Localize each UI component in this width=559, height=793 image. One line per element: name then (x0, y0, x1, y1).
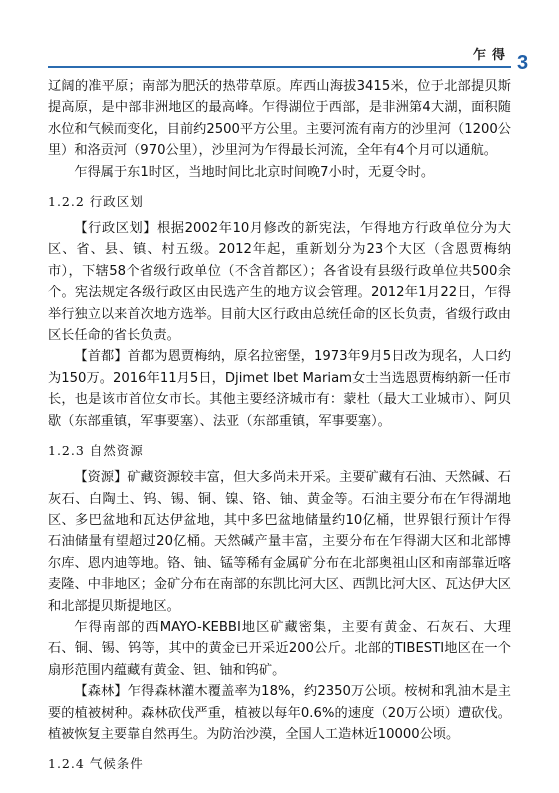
page-number: 3 (517, 52, 529, 74)
running-header-title: 乍得 (472, 48, 511, 63)
paragraph-geography: 辽阔的准平原；南部为肥沃的热带草原。库西山海拔3415米，位于北部提贝斯提高原，是中部非洲地区的最高峰。乍得湖位于西部，是非洲第4大湖，面积随水位和气候而变化，目前约2500平方公里。主要河流有南方的沙里河（1200公里）和洛贡河（970公里），沙里河为乍得最长河流，全年有4个月可以通航。 (48, 79, 511, 159)
header-rule (48, 66, 511, 68)
page-body (48, 76, 511, 780)
section-heading-natural-resources: 1.2.3 自然资源 (48, 443, 144, 459)
paragraph-capital: 【首都】首都为恩贾梅纳，原名拉密堡，1973年9月5日改为现名，人口约为150万。2016年11月5日，Djimet Ibet Mariam女士当选恩贾梅纳新一任市长，也是该市首位女市长。其他主要经济城市有：蒙杜（最大工业城市）、阿贝歇（东部重镇，军事要塞）、法亚（东部重镇，军事要塞）。 (48, 349, 511, 429)
paragraph-administrative-divisions: 【行政区划】根据2002年10月修改的新宪法，乍得地方行政单位分为大区、省、县、镇、村五级。2012年起，重新划分为23个大区（含恩贾梅纳市），下辖58个省级行政单位（不含首都区）；各省设有县级行政单位共500余个。宪法规定各级行政区由民选产生的地方议会管理。2012年1月22日，乍得举行独立以来首次地方选举。目前大区行政由总统任命的区长负责，省级行政由区长任命的省长负责。 (48, 221, 511, 344)
section-heading-administrative-divisions: 1.2.2 行政区划 (48, 194, 144, 210)
paragraph-timezone: 乍得属于东1时区，当地时间比北京时间晚7小时，无夏令时。 (74, 164, 435, 180)
paragraph-resources: 【资源】矿藏资源较丰富，但大多尚未开采。主要矿藏有石油、天然碱、石灰石、白陶土、钨、锡、铜、镍、铬、铀、黄金等。石油主要分布在乍得湖地区、多巴盆地和瓦达伊盆地，其中多巴盆地储量约10亿桶，世界银行预计乍得石油储量有望超过20亿桶。天然碱产量丰富，主要分布在乍得湖大区和北部博尔库、恩内迪等地。铬、铀、锰等稀有金属矿分布在北部奥祖山区和南部靠近喀麦隆、中非地区；金矿分布在南部的东凯比河大区、西凯比河大区、瓦达伊大区和北部提贝斯提地区。 (48, 470, 511, 614)
running-header (48, 42, 511, 68)
section-heading-climate: 1.2.4 气候条件 (48, 756, 144, 772)
paragraph-forests: 【森林】乍得森林灌木覆盖率为18%，约2350万公顷。桉树和乳油木是主要的植被树种。森林砍伐严重，植被以每年0.6%的速度（20万公顷）遭砍伐。植被恢复主要靠自然再生。为防治沙漠，全国人工造林近10000公顷。 (48, 684, 511, 742)
paragraph-southern-mining: 乍得南部的西MAYO-KEBBI地区矿藏密集，主要有黄金、石灰石、大理石、铜、锡、钨等，其中的黄金已开采近200公斤。北部的TIBESTI地区在一个扇形范围内蕴藏有黄金、钽、铀和钨矿。 (48, 619, 511, 678)
